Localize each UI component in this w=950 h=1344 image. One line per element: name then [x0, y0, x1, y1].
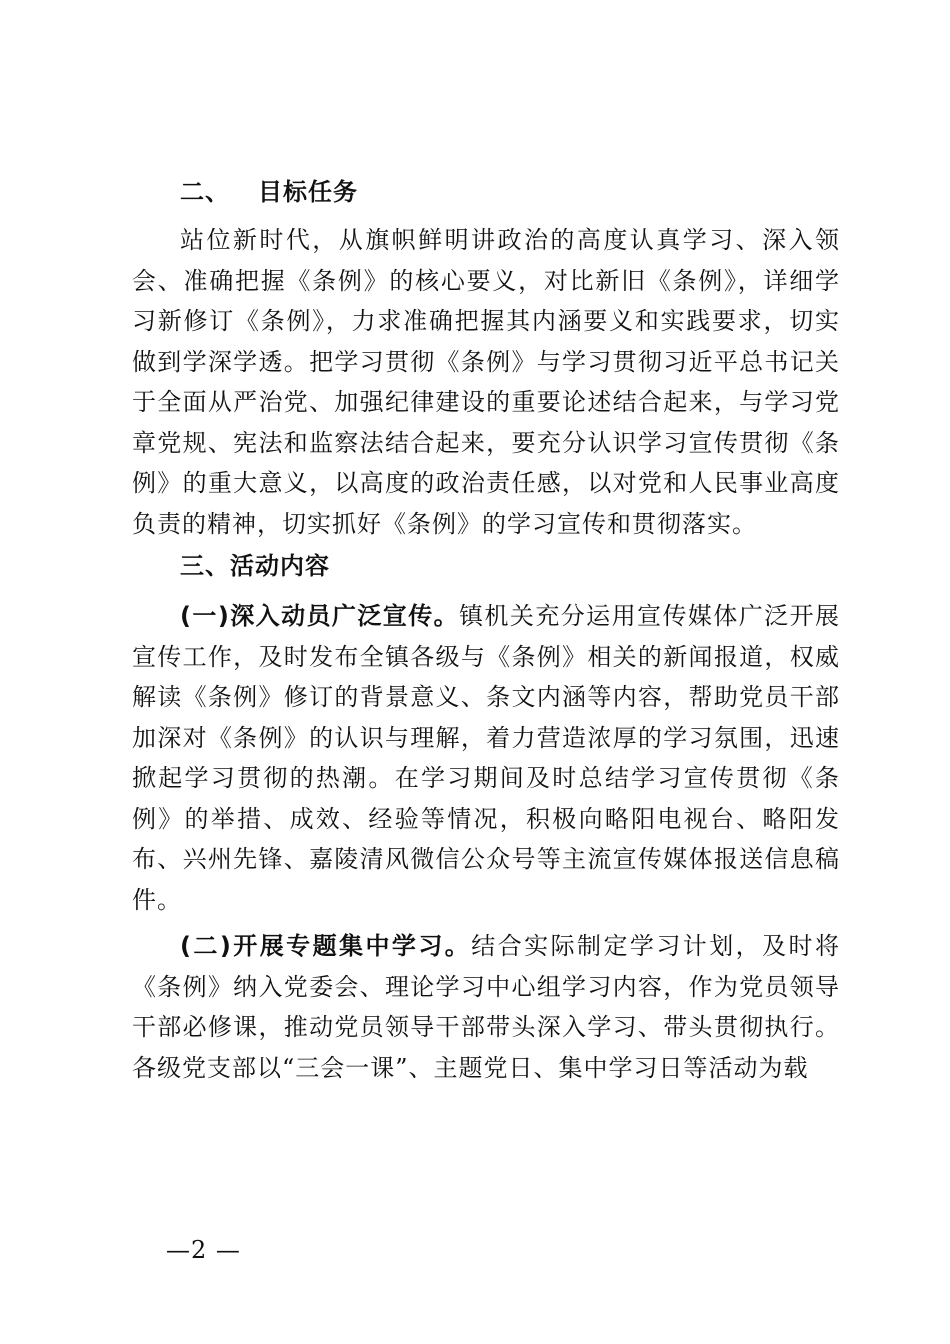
activity-item-study: [132, 926, 840, 1088]
section-title: 目标任务: [258, 178, 358, 206]
section-heading-goals: [132, 172, 840, 212]
page-number: —2 —: [166, 1236, 241, 1264]
section-number: 二、: [180, 178, 230, 206]
item-lead: (二)开展专题集中学习。: [180, 932, 472, 960]
item-body: 结合实际制定学习计划，及时将《条例》纳入党委会、理论学习中心组学习内容，作为党员领导干部必修课，推动党员领导干部带头深入学习、带头贯彻执行。各级党支部以“三会一课”、主题党日、集中学习日等活动为载: [132, 932, 841, 1082]
activity-item-publicity: [132, 596, 840, 920]
goals-paragraph: 站位新时代，从旗帜鲜明讲政治的高度认真学习、深入领会、准确把握《条例》的核心要义，对比新旧《条例》，详细学习新修订《条例》，力求准确把握其内涵要义和实践要求，切实做到学深学透。把学习贯彻《条例》与学习贯彻习近平总书记关于全面从严治党、加强纪律建设的重要论述结合起来，与学习党章党规、宪法和监察法结合起来，要充分认识学习宣传贯彻《条例》的重大意义，以高度的政治责任感，以对党和人民事业高度负责的精神，切实抓好《条例》的学习宣传和贯彻落实。: [132, 226, 840, 538]
item-lead: (一)深入动员广泛宣传。: [180, 602, 460, 630]
document-body: [132, 172, 840, 1088]
section-heading-activities: 三、活动内容: [180, 552, 330, 580]
item-body: 镇机关充分运用宣传媒体广泛开展宣传工作，及时发布全镇各级与《条例》相关的新闻报道，权威解读《条例》修订的背景意义、条文内涵等内容，帮助党员干部加深对《条例》的认识与理解，着力营造浓厚的学习氛围，迅速掀起学习贯彻的热潮。在学习期间及时总结学习宣传贯彻《条例》的举措、成效、经验等情况，积极向略阳电视台、略阳发布、兴州先锋、嘉陵清风微信公众号等主流宣传媒体报送信息稿件。: [132, 602, 841, 914]
